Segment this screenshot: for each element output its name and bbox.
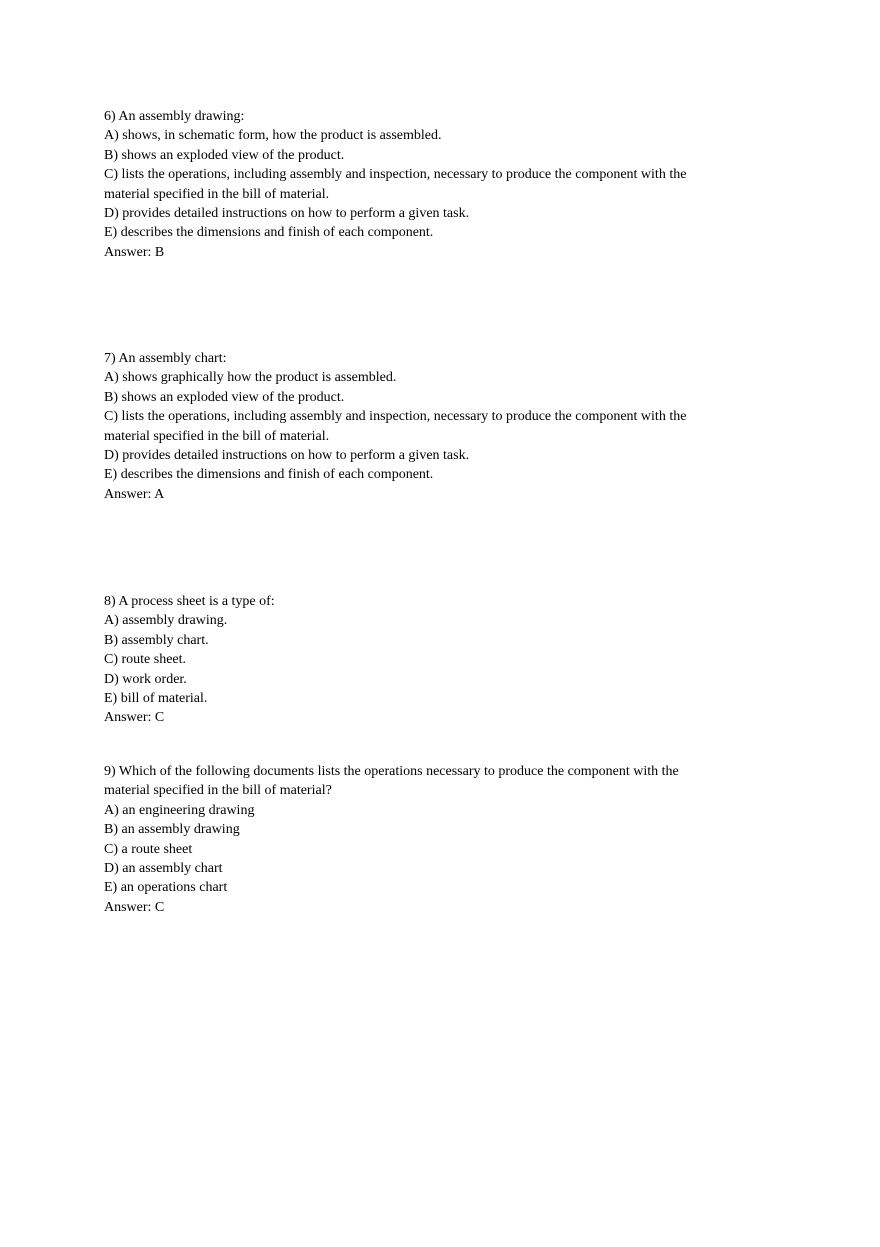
question-prompt: 7) An assembly chart:	[104, 351, 227, 366]
answer-option-d: D) provides detailed instructions on how to perform a given task.	[104, 206, 470, 222]
answer-option-a: A) shows, in schematic form, how the product is assembled.	[104, 128, 442, 144]
answer-option-b: B) assembly chart.	[104, 632, 209, 648]
question-6	[104, 107, 714, 262]
answer-option-d: D) an assembly chart	[104, 861, 223, 877]
answer-option-b: B) shows an exploded view of the product.	[104, 389, 345, 405]
answer-key: Answer: A	[104, 486, 165, 502]
answer-option-e: E) bill of material.	[104, 691, 208, 707]
answer-key: Answer: C	[104, 710, 165, 726]
answer-key: Answer: B	[104, 244, 165, 260]
question-9	[104, 762, 714, 917]
answer-option-c: C) lists the operations, including assembly and inspection, necessary to produce the component with the material specified in the bill of material.	[104, 167, 687, 202]
answer-option-b: B) an assembly drawing	[104, 822, 240, 838]
answer-option-c: C) lists the operations, including assembly and inspection, necessary to produce the component with the material specified in the bill of material.	[104, 409, 687, 444]
answer-option-d: D) work order.	[104, 671, 187, 687]
question-7	[104, 349, 714, 504]
answer-option-c: C) a route sheet	[104, 841, 193, 857]
question-prompt: 9) Which of the following documents lists the operations necessary to produce the component with the material specified in the bill of material?	[104, 764, 679, 799]
question-prompt: 6) An assembly drawing:	[104, 109, 245, 124]
answer-option-a: A) shows graphically how the product is assembled.	[104, 370, 397, 386]
answer-option-d: D) provides detailed instructions on how to perform a given task.	[104, 448, 470, 464]
question-prompt: 8) A process sheet is a type of:	[104, 594, 275, 609]
answer-option-c: C) route sheet.	[104, 652, 187, 668]
answer-option-a: A) an engineering drawing	[104, 802, 255, 818]
answer-key: Answer: C	[104, 899, 165, 915]
answer-option-e: E) an operations chart	[104, 880, 228, 896]
answer-option-b: B) shows an exploded view of the product.	[104, 147, 345, 163]
question-8	[104, 592, 714, 728]
answer-option-e: E) describes the dimensions and finish of each component.	[104, 467, 434, 483]
answer-option-a: A) assembly drawing.	[104, 613, 228, 629]
answer-option-e: E) describes the dimensions and finish of each component.	[104, 225, 434, 241]
